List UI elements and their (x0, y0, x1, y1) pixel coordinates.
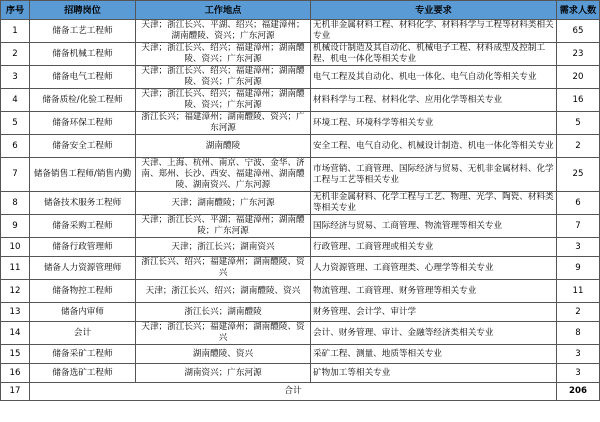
table-row (1, 280, 600, 303)
row-count: 6 (557, 192, 600, 215)
row-count: 11 (557, 280, 600, 303)
row-requirement: 国际经济与贸易、工商管理、物流管理等相关专业 (311, 215, 557, 238)
row-position: 储备电气工程师 (30, 66, 136, 89)
row-requirement: 财务管理、会计学、审计学 (311, 303, 557, 322)
row-location: 浙江长兴；湖南醴陵 (136, 303, 311, 322)
row-position: 储备技术服务工程师 (30, 192, 136, 215)
row-location: 天津；浙江长兴、平湖、绍兴；福建漳州；湖南醴陵、资兴；广东河源 (136, 20, 311, 43)
row-requirement: 安全工程、电气自动化、机械设计制造、机电一体化等相关专业 (311, 135, 557, 158)
row-position: 储备采购工程师 (30, 215, 136, 238)
total-count: 206 (557, 383, 600, 401)
row-requirement: 人力资源管理、工商管理类、心理学等相关专业 (311, 257, 557, 280)
table-row (1, 112, 600, 135)
table-row (1, 345, 600, 364)
table-row (1, 135, 600, 158)
row-position: 储备行政管理师 (30, 238, 136, 257)
total-index: 17 (1, 383, 30, 401)
row-location: 天津；浙江长兴、平湖；福建漳州；湖南醴陵；广东河源 (136, 215, 311, 238)
row-index: 16 (1, 364, 30, 383)
table-row (1, 66, 600, 89)
row-count: 3 (557, 364, 600, 383)
row-location: 天津、上海、杭州、南京、宁波、金华、济南、郑州、长沙、西安、福建漳州、湖南醴陵、湖南资兴、广东河源 (136, 158, 311, 192)
row-position: 储备人力资源管理师 (30, 257, 136, 280)
row-requirement: 物流管理、工商管理、财务管理等相关专业 (311, 280, 557, 303)
row-position: 储备质检/化验工程师 (30, 89, 136, 112)
row-requirement: 环境工程、环境科学等相关专业 (311, 112, 557, 135)
row-requirement: 会计、财务管理、审计、金融等经济类相关专业 (311, 322, 557, 345)
table-row (1, 20, 600, 43)
row-count: 3 (557, 345, 600, 364)
row-requirement: 机械设计制造及其自动化、机械电子工程、材料成型及控制工程、机电一体化等相关专业 (311, 43, 557, 66)
table-row (1, 303, 600, 322)
row-count: 9 (557, 257, 600, 280)
row-position: 储备采矿工程师 (30, 345, 136, 364)
row-location: 湖南资兴；广东河源 (136, 364, 311, 383)
row-index: 7 (1, 158, 30, 192)
row-requirement: 市场营销、工商管理、国际经济与贸易、无机非金属材料、化学工程与工艺等相关专业 (311, 158, 557, 192)
row-count: 25 (557, 158, 600, 192)
row-index: 13 (1, 303, 30, 322)
row-count: 20 (557, 66, 600, 89)
row-index: 4 (1, 89, 30, 112)
table-header-row (1, 1, 600, 20)
row-location: 浙江长兴、绍兴；福建漳州；湖南醴陵、资兴 (136, 257, 311, 280)
row-position: 储备物控工程师 (30, 280, 136, 303)
total-label: 合计 (30, 383, 557, 401)
row-index: 6 (1, 135, 30, 158)
row-location: 湖南醴陵 (136, 135, 311, 158)
row-location: 浙江长兴；福建漳州；湖南醴陵、资兴；广东河源 (136, 112, 311, 135)
header-position: 招聘岗位 (30, 1, 136, 20)
row-location: 天津；浙江长兴；福建漳州；湖南醴陵、资兴 (136, 322, 311, 345)
table-row (1, 192, 600, 215)
row-count: 2 (557, 135, 600, 158)
table-row (1, 89, 600, 112)
row-requirement: 采矿工程、测量、地质等相关专业 (311, 345, 557, 364)
row-count: 7 (557, 215, 600, 238)
table-row (1, 43, 600, 66)
row-count: 16 (557, 89, 600, 112)
row-position: 会计 (30, 322, 136, 345)
row-index: 14 (1, 322, 30, 345)
row-count: 5 (557, 112, 600, 135)
table-row (1, 322, 600, 345)
row-requirement: 无机非金属材料工程、材料化学、材料科学与工程等材料类相关专业 (311, 20, 557, 43)
row-index: 9 (1, 215, 30, 238)
total-row (1, 383, 600, 401)
table-row (1, 238, 600, 257)
row-index: 3 (1, 66, 30, 89)
row-index: 2 (1, 43, 30, 66)
row-index: 11 (1, 257, 30, 280)
row-location: 天津；湖南醴陵；广东河源 (136, 192, 311, 215)
row-count: 3 (557, 238, 600, 257)
row-position: 储备销售工程师/销售内勤 (30, 158, 136, 192)
row-position: 储备机械工程师 (30, 43, 136, 66)
row-index: 10 (1, 238, 30, 257)
row-requirement: 矿物加工等相关专业 (311, 364, 557, 383)
table-row (1, 215, 600, 238)
row-index: 1 (1, 20, 30, 43)
row-position: 储备选矿工程师 (30, 364, 136, 383)
row-count: 2 (557, 303, 600, 322)
row-requirement: 电气工程及其自动化、机电一体化、电气自动化等相关专业 (311, 66, 557, 89)
header-count: 需求人数 (557, 1, 600, 20)
row-location: 天津；浙江长兴、绍兴；福建漳州；湖南醴陵、资兴；广东河源 (136, 89, 311, 112)
row-location: 湖南醴陵、资兴 (136, 345, 311, 364)
row-location: 天津；浙江长兴、绍兴；福建漳州；湖南醴陵、资兴；广东河源 (136, 66, 311, 89)
header-index: 序号 (1, 1, 30, 20)
row-position: 储备内审师 (30, 303, 136, 322)
table-row (1, 257, 600, 280)
row-location: 天津；浙江长兴；湖南资兴 (136, 238, 311, 257)
row-requirement: 行政管理、工商管理或相关专业 (311, 238, 557, 257)
row-index: 15 (1, 345, 30, 364)
row-location: 天津；浙江长兴、绍兴；湖南醴陵、资兴 (136, 280, 311, 303)
table-row (1, 158, 600, 192)
row-requirement: 无机非金属材料、化学工程与工艺、物理、光学、陶瓷、材料类等相关专业 (311, 192, 557, 215)
row-requirement: 材料科学与工程、材料化学、应用化学等相关专业 (311, 89, 557, 112)
table-row (1, 364, 600, 383)
row-position: 储备工艺工程师 (30, 20, 136, 43)
row-count: 8 (557, 322, 600, 345)
row-location: 天津；浙江长兴、绍兴；福建漳州；湖南醴陵、资兴；广东河源 (136, 43, 311, 66)
row-index: 12 (1, 280, 30, 303)
row-index: 8 (1, 192, 30, 215)
row-position: 储备环保工程师 (30, 112, 136, 135)
row-count: 23 (557, 43, 600, 66)
header-location: 工作地点 (136, 1, 311, 20)
row-count: 65 (557, 20, 600, 43)
row-index: 5 (1, 112, 30, 135)
row-position: 储备安全工程师 (30, 135, 136, 158)
header-requirement: 专业要求 (311, 1, 557, 20)
